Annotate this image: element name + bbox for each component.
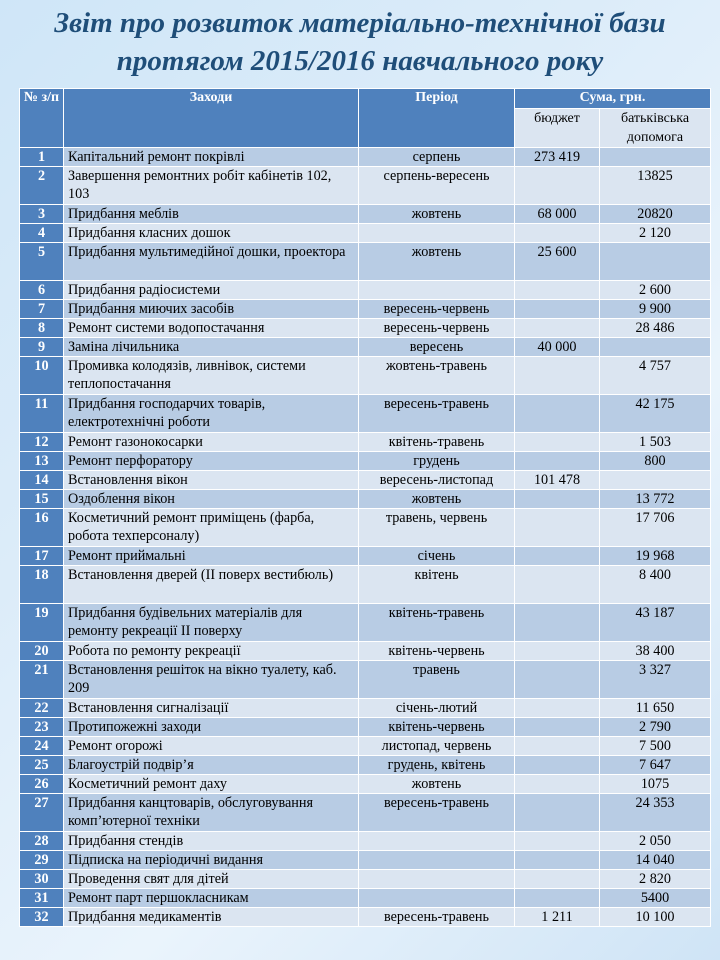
row-period: вересень-листопад [359,471,515,490]
row-budget [515,433,600,452]
row-measure: Встановлення решіток на вікно туалету, каб. 209 [64,661,359,699]
row-parents [600,471,711,490]
row-period: вересень-травень [359,395,515,433]
row-number: 27 [20,794,64,832]
row-measure: Придбання будівельних матеріалів для ремонту рекреації ІІ поверху [64,604,359,642]
table-row [20,699,711,718]
row-parents: 4 757 [600,357,711,395]
row-number: 12 [20,433,64,452]
row-measure: Ремонт парт першокласникам [64,889,359,908]
row-measure: Придбання господарчих товарів, електротехнічні роботи [64,395,359,433]
row-budget [515,300,600,319]
row-budget [515,832,600,851]
table-row [20,775,711,794]
row-parents: 1 503 [600,433,711,452]
table-row [20,319,711,338]
row-number: 32 [20,908,64,927]
row-budget [515,661,600,699]
table-row [20,737,711,756]
table-row [20,547,711,566]
row-number: 5 [20,243,64,281]
row-parents: 8 400 [600,566,711,604]
row-budget [515,870,600,889]
row-measure: Підписка на періодичні видання [64,851,359,870]
row-budget [515,357,600,395]
header-sum: Сума, грн. [515,89,711,109]
row-budget: 68 000 [515,205,600,224]
table-row [20,870,711,889]
row-number: 20 [20,642,64,661]
row-budget: 40 000 [515,338,600,357]
row-parents: 13 772 [600,490,711,509]
row-parents: 43 187 [600,604,711,642]
row-measure: Придбання миючих засобів [64,300,359,319]
row-period: листопад, червень [359,737,515,756]
row-parents: 5400 [600,889,711,908]
row-parents: 7 647 [600,756,711,775]
table-row [20,471,711,490]
row-period: квітень-травень [359,433,515,452]
row-budget [515,566,600,604]
row-budget [515,889,600,908]
table-row [20,357,711,395]
row-period: жовтень [359,490,515,509]
row-parents: 28 486 [600,319,711,338]
row-period: грудень [359,452,515,471]
table-row [20,395,711,433]
table-row [20,756,711,775]
row-period [359,281,515,300]
report-table [19,88,711,927]
row-measure: Заміна лічильника [64,338,359,357]
row-parents: 1075 [600,775,711,794]
row-budget [515,756,600,775]
row-parents [600,243,711,281]
table-row [20,832,711,851]
row-measure: Придбання меблів [64,205,359,224]
row-measure: Ремонт перфоратору [64,452,359,471]
row-parents: 24 353 [600,794,711,832]
row-measure: Оздоблення вікон [64,490,359,509]
row-measure: Благоустрій подвір’я [64,756,359,775]
row-period: серпень-вересень [359,167,515,205]
row-measure: Придбання медикаментів [64,908,359,927]
row-parents: 7 500 [600,737,711,756]
row-budget [515,224,600,243]
row-period: вересень-червень [359,319,515,338]
row-parents: 800 [600,452,711,471]
row-number: 14 [20,471,64,490]
row-period: квітень-червень [359,642,515,661]
table-row [20,433,711,452]
row-budget [515,167,600,205]
row-budget [515,319,600,338]
row-parents: 19 968 [600,547,711,566]
row-measure: Придбання радіосистеми [64,281,359,300]
row-period: квітень [359,566,515,604]
row-period [359,224,515,243]
table-row [20,148,711,167]
table-row [20,281,711,300]
row-number: 29 [20,851,64,870]
row-budget [515,699,600,718]
row-measure: Капітальний ремонт покрівлі [64,148,359,167]
row-number: 28 [20,832,64,851]
table-row [20,300,711,319]
row-measure: Встановлення вікон [64,471,359,490]
row-budget [515,547,600,566]
row-parents: 13825 [600,167,711,205]
row-parents: 2 820 [600,870,711,889]
row-budget [515,718,600,737]
row-number: 11 [20,395,64,433]
row-number: 19 [20,604,64,642]
table-row [20,794,711,832]
header-period: Період [359,89,515,148]
row-period: вересень-травень [359,794,515,832]
row-number: 2 [20,167,64,205]
row-parents: 2 120 [600,224,711,243]
row-period [359,870,515,889]
row-measure: Косметичний ремонт даху [64,775,359,794]
row-measure: Робота по ремонту рекреації [64,642,359,661]
row-number: 22 [20,699,64,718]
row-measure: Косметичний ремонт приміщень (фарба, робота техперсоналу) [64,509,359,547]
header-number: № з/п [20,89,64,148]
table-row [20,718,711,737]
row-parents: 9 900 [600,300,711,319]
row-measure: Проведення свят для дітей [64,870,359,889]
row-measure: Придбання канцтоварів, обслуговування комп’ютерної техніки [64,794,359,832]
row-period: грудень, квітень [359,756,515,775]
table-row [20,243,711,281]
row-budget [515,775,600,794]
row-measure: Встановлення сигналізації [64,699,359,718]
row-budget [515,281,600,300]
row-measure: Придбання класних дошок [64,224,359,243]
row-measure: Протипожежні заходи [64,718,359,737]
row-number: 13 [20,452,64,471]
table-row [20,851,711,870]
row-number: 9 [20,338,64,357]
row-number: 4 [20,224,64,243]
row-number: 1 [20,148,64,167]
row-parents: 2 600 [600,281,711,300]
row-number: 25 [20,756,64,775]
row-number: 3 [20,205,64,224]
row-budget [515,490,600,509]
row-period: жовтень [359,775,515,794]
row-parents: 3 327 [600,661,711,699]
row-parents: 17 706 [600,509,711,547]
row-period: травень [359,661,515,699]
row-budget [515,395,600,433]
row-number: 24 [20,737,64,756]
table-row [20,338,711,357]
row-period [359,851,515,870]
row-budget [515,794,600,832]
row-measure: Придбання стендів [64,832,359,851]
row-period: квітень-червень [359,718,515,737]
row-measure: Ремонт системи водопостачання [64,319,359,338]
row-period: травень, червень [359,509,515,547]
row-parents: 20820 [600,205,711,224]
row-period: жовтень [359,205,515,224]
row-budget: 273 419 [515,148,600,167]
table-row [20,604,711,642]
table-row [20,566,711,604]
row-number: 31 [20,889,64,908]
row-parents: 42 175 [600,395,711,433]
row-budget [515,509,600,547]
row-number: 10 [20,357,64,395]
row-number: 23 [20,718,64,737]
table-row [20,509,711,547]
row-period: вересень [359,338,515,357]
row-period: серпень [359,148,515,167]
row-period: жовтень-травень [359,357,515,395]
row-budget [515,452,600,471]
row-measure: Придбання мультимедійної дошки, проектора [64,243,359,281]
row-number: 7 [20,300,64,319]
row-parents [600,338,711,357]
row-budget: 25 600 [515,243,600,281]
row-number: 21 [20,661,64,699]
row-number: 15 [20,490,64,509]
header-budget: бюджет [515,109,600,148]
row-measure: Промивка колодязів, ливнівок, системи теплопостачання [64,357,359,395]
row-budget [515,604,600,642]
row-period: квітень-травень [359,604,515,642]
row-parents: 2 050 [600,832,711,851]
row-number: 17 [20,547,64,566]
header-measures: Заходи [64,89,359,148]
row-measure: Ремонт приймальні [64,547,359,566]
row-measure: Завершення ремонтних робіт кабінетів 102, 103 [64,167,359,205]
row-budget: 1 211 [515,908,600,927]
row-parents: 2 790 [600,718,711,737]
table-row [20,661,711,699]
row-parents: 38 400 [600,642,711,661]
table-row [20,452,711,471]
table-row [20,167,711,205]
table-row [20,490,711,509]
table-row [20,642,711,661]
table-row [20,908,711,927]
row-period: січень-лютий [359,699,515,718]
row-budget [515,851,600,870]
row-period: вересень-травень [359,908,515,927]
row-period: січень [359,547,515,566]
row-parents: 10 100 [600,908,711,927]
row-period: жовтень [359,243,515,281]
row-budget [515,737,600,756]
page-title [0,4,720,80]
row-period [359,832,515,851]
title-line-2: протягом 2015/2016 навчального року [116,45,604,77]
row-number: 30 [20,870,64,889]
row-number: 8 [20,319,64,338]
title-line-1: Звіт про розвиток матеріально-технічної бази [54,7,666,39]
row-number: 6 [20,281,64,300]
row-parents: 14 040 [600,851,711,870]
row-budget [515,642,600,661]
row-parents [600,148,711,167]
row-measure: Ремонт газонокосарки [64,433,359,452]
row-measure: Ремонт огорожі [64,737,359,756]
table-row [20,889,711,908]
row-measure: Встановлення дверей (ІІ поверх вестибюль) [64,566,359,604]
row-number: 16 [20,509,64,547]
table-row [20,205,711,224]
table-row [20,224,711,243]
header-parents: батьківська допомога [600,109,711,148]
row-period [359,889,515,908]
row-number: 26 [20,775,64,794]
row-number: 18 [20,566,64,604]
row-parents: 11 650 [600,699,711,718]
row-period: вересень-червень [359,300,515,319]
row-budget: 101 478 [515,471,600,490]
